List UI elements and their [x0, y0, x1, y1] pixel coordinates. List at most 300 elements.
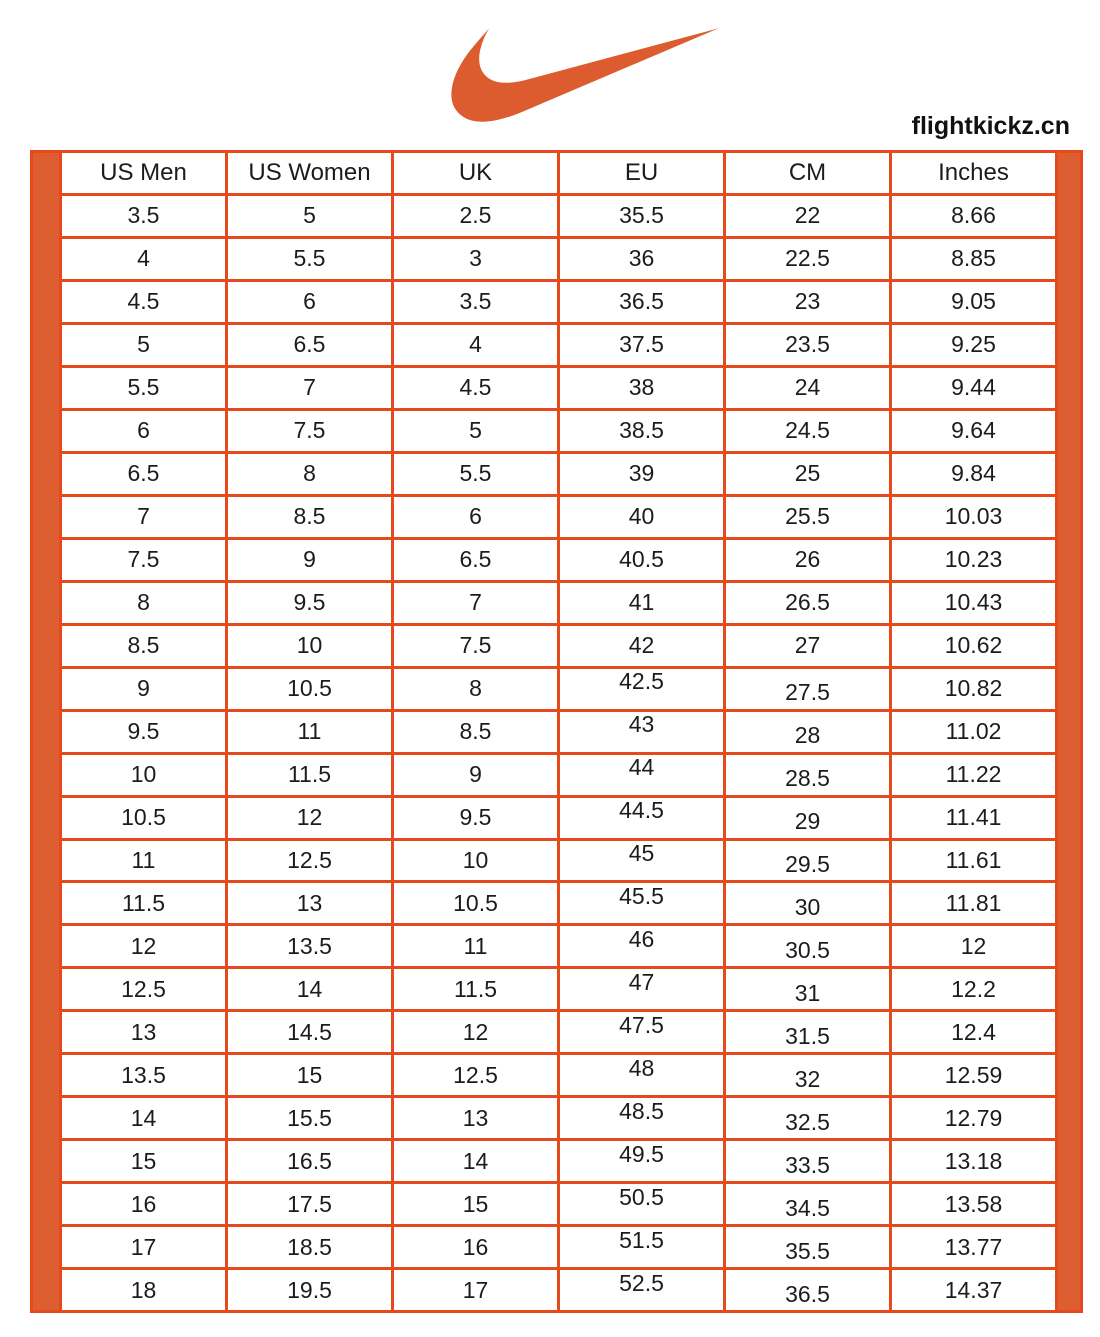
table-cell: [62, 497, 228, 537]
table-cell: [726, 798, 892, 838]
table-cell: [726, 411, 892, 451]
cell-value: 9.25: [951, 331, 996, 358]
cell-value: 3.5: [127, 202, 160, 229]
table-cell: [62, 540, 228, 580]
cell-value: 13.77: [944, 1233, 1003, 1260]
cell-value: 22: [794, 202, 821, 229]
cell-value: 10.5: [121, 804, 166, 831]
table-cell: [228, 1012, 394, 1052]
table-cell: [892, 712, 1055, 752]
cell-value: 4.5: [127, 288, 160, 315]
table-cell: [892, 669, 1055, 709]
table-cell: [560, 969, 726, 1009]
table-row: [62, 540, 1055, 583]
table-cell: [228, 926, 394, 966]
cell-value: 25.5: [785, 503, 830, 530]
cell-value: 34.5: [785, 1194, 830, 1221]
cell-value: 32: [794, 1065, 821, 1092]
cell-value: 12: [960, 932, 987, 959]
cell-value: 13.5: [287, 932, 332, 959]
table-cell: [560, 1098, 726, 1138]
table-cell: [726, 454, 892, 494]
table-cell: [394, 1141, 560, 1181]
cell-value: 41: [628, 589, 655, 616]
cell-value: 28.5: [785, 765, 830, 792]
table-cell: [394, 669, 560, 709]
cell-value: 11.5: [453, 975, 498, 1002]
cell-value: 17: [130, 1233, 157, 1260]
cell-value: 48.5: [619, 1098, 664, 1124]
cell-value: 28: [794, 722, 821, 749]
table-cell: [62, 1184, 228, 1224]
cell-value: 16.5: [287, 1147, 332, 1174]
cell-value: 14.5: [287, 1018, 332, 1045]
table-cell: [892, 1098, 1055, 1138]
cell-value: 7.5: [127, 546, 160, 573]
cell-value: 9.5: [127, 718, 160, 745]
table-cell: [62, 454, 228, 494]
cell-value: 13: [296, 889, 323, 916]
cell-value: 17.5: [287, 1190, 332, 1217]
table-cell: [892, 1227, 1055, 1267]
cell-value: 7: [303, 374, 316, 401]
table-cell: [394, 1098, 560, 1138]
table-cell: [394, 1184, 560, 1224]
table-cell: [228, 712, 394, 752]
table-cell: [62, 583, 228, 623]
cell-value: 10.62: [944, 632, 1003, 659]
cell-value: 22.5: [785, 245, 830, 272]
table-row: [62, 712, 1055, 755]
table-cell: [62, 841, 228, 881]
table-row: [62, 841, 1055, 884]
cell-value: 12.59: [944, 1061, 1003, 1088]
cell-value: 10.43: [944, 589, 1003, 616]
table-cell: [726, 883, 892, 923]
table-cell: [394, 755, 560, 795]
table-row: [62, 1141, 1055, 1184]
cell-value: 10.5: [287, 675, 332, 702]
cell-value: 24.5: [785, 417, 830, 444]
cell-value: 13.5: [121, 1061, 166, 1088]
table-cell: [228, 1270, 394, 1310]
table-cell: [892, 325, 1055, 365]
cell-value: 9.5: [459, 804, 492, 831]
cell-value: 9: [469, 761, 482, 788]
table-cell: [726, 1270, 892, 1310]
cell-value: 10: [462, 846, 489, 873]
table-cell: [892, 540, 1055, 580]
table-cell: [560, 1141, 726, 1181]
cell-value: EU: [624, 158, 659, 186]
cell-value: 52.5: [619, 1270, 664, 1296]
table-cell: [394, 883, 560, 923]
table-cell: [62, 626, 228, 666]
cell-value: 18: [130, 1276, 157, 1303]
cell-value: 11.81: [945, 889, 1002, 916]
table-cell: [560, 540, 726, 580]
cell-value: 45.5: [619, 883, 664, 909]
cell-value: 13: [130, 1018, 157, 1045]
table-cell: [560, 583, 726, 623]
cell-value: 6: [303, 288, 316, 315]
left-accent-bar: [33, 153, 62, 1310]
cell-value: 2.5: [459, 202, 492, 229]
cell-value: 35.5: [619, 202, 664, 229]
table-cell: [228, 1141, 394, 1181]
cell-value: 15.5: [287, 1104, 332, 1131]
cell-value: 18.5: [287, 1233, 332, 1260]
cell-value: 30: [794, 893, 821, 920]
cell-value: 4.5: [459, 374, 492, 401]
cell-value: 14.37: [944, 1276, 1003, 1303]
table-cell: [228, 454, 394, 494]
cell-value: 45: [628, 840, 655, 866]
table-row: [62, 926, 1055, 969]
table-cell: [726, 1012, 892, 1052]
cell-value: 10.5: [453, 889, 498, 916]
table-cell: [394, 1012, 560, 1052]
cell-value: 12: [462, 1018, 489, 1045]
cell-value: 16: [462, 1233, 489, 1260]
cell-value: 10.23: [944, 546, 1003, 573]
cell-value: 6.5: [293, 331, 326, 358]
cell-value: 8: [137, 589, 150, 616]
cell-value: 12.79: [944, 1104, 1003, 1131]
cell-value: 8.5: [459, 718, 492, 745]
cell-value: 47.5: [619, 1012, 664, 1038]
cell-value: 23: [794, 288, 821, 315]
table-cell: [228, 669, 394, 709]
table-cell: [560, 841, 726, 881]
cell-value: 8.5: [293, 503, 326, 530]
cell-value: CM: [788, 158, 827, 186]
table-cell: [228, 841, 394, 881]
table-cell: [394, 282, 560, 322]
cell-value: 38.5: [619, 417, 664, 444]
table-cell: [62, 1270, 228, 1310]
site-watermark: flightkickz.cn: [911, 112, 1070, 140]
cell-value: 7.5: [293, 417, 326, 444]
cell-value: Inches: [938, 158, 1009, 186]
table-cell: [394, 969, 560, 1009]
table-cell: [228, 1184, 394, 1224]
table-cell: [228, 196, 394, 236]
table-cell: [228, 755, 394, 795]
table-row: [62, 626, 1055, 669]
cell-value: 12: [296, 804, 323, 831]
table-cell: [892, 368, 1055, 408]
cell-value: 36.5: [619, 288, 664, 315]
table-cell: [726, 626, 892, 666]
cell-value: 10: [130, 761, 157, 788]
table-cell: [228, 1227, 394, 1267]
cell-value: 8.85: [951, 245, 996, 272]
table-row: [62, 969, 1055, 1012]
table-cell: [726, 926, 892, 966]
cell-value: 35.5: [785, 1237, 830, 1264]
cell-value: 40: [628, 503, 655, 530]
table-cell: [62, 1141, 228, 1181]
cell-value: 31.5: [785, 1022, 830, 1049]
table-cell: [892, 497, 1055, 537]
cell-value: 14: [462, 1147, 489, 1174]
table-cell: [62, 282, 228, 322]
cell-value: 31: [794, 979, 821, 1006]
table-cell: [892, 282, 1055, 322]
cell-value: 5.5: [459, 460, 492, 487]
column-header-eu: [560, 153, 726, 193]
size-chart-table: [30, 150, 1083, 1313]
table-cell: [726, 239, 892, 279]
table-row: [62, 368, 1055, 411]
cell-value: 11.22: [945, 761, 1002, 788]
table-cell: [394, 926, 560, 966]
table-row: [62, 325, 1055, 368]
cell-value: 43: [628, 711, 655, 738]
cell-value: 23.5: [785, 331, 830, 358]
table-cell: [892, 583, 1055, 623]
cell-value: 5.5: [293, 245, 326, 272]
table-cell: [892, 239, 1055, 279]
table-cell: [560, 1227, 726, 1267]
table-cell: [726, 1184, 892, 1224]
table-cell: [726, 1141, 892, 1181]
table-cell: [726, 712, 892, 752]
cell-value: UK: [458, 158, 493, 186]
table-row: [62, 1270, 1055, 1310]
table-cell: [62, 669, 228, 709]
table-cell: [394, 1227, 560, 1267]
cell-value: 29.5: [785, 850, 830, 877]
header-row: [62, 153, 1055, 196]
table-cell: [560, 883, 726, 923]
cell-value: 12.5: [287, 846, 332, 873]
cell-value: 5.5: [127, 374, 160, 401]
table-cell: [560, 1055, 726, 1095]
table-cell: [560, 1270, 726, 1310]
cell-value: 9.5: [293, 589, 326, 616]
table-cell: [892, 755, 1055, 795]
cell-value: 26: [794, 546, 821, 573]
right-accent-bar: [1055, 153, 1080, 1310]
table-row: [62, 883, 1055, 926]
cell-value: 12: [130, 932, 157, 959]
table-cell: [228, 1098, 394, 1138]
table-row: [62, 669, 1055, 712]
cell-value: 48: [628, 1055, 655, 1081]
cell-value: 7.5: [459, 632, 492, 659]
cell-value: 4: [469, 331, 482, 358]
table-cell: [394, 798, 560, 838]
column-header-inches: [892, 153, 1055, 193]
table-cell: [62, 196, 228, 236]
cell-value: 8.5: [127, 632, 160, 659]
cell-value: 15: [462, 1190, 489, 1217]
table-row: [62, 196, 1055, 239]
cell-value: 9.05: [951, 288, 996, 315]
table-row: [62, 497, 1055, 540]
cell-value: 40.5: [619, 546, 664, 573]
table-cell: [62, 411, 228, 451]
cell-value: 27.5: [785, 679, 830, 706]
table-cell: [892, 626, 1055, 666]
table-cell: [726, 325, 892, 365]
table-cell: [62, 926, 228, 966]
table-cell: [394, 454, 560, 494]
table-cell: [394, 1055, 560, 1095]
table-cell: [726, 669, 892, 709]
cell-value: 10: [296, 632, 323, 659]
table-cell: [394, 712, 560, 752]
table-cell: [560, 712, 726, 752]
table-cell: [560, 325, 726, 365]
table-row: [62, 1055, 1055, 1098]
cell-value: 26.5: [785, 589, 830, 616]
cell-value: 6: [469, 503, 482, 530]
cell-value: 14: [296, 975, 323, 1002]
cell-value: 49.5: [619, 1141, 664, 1167]
table-cell: [726, 196, 892, 236]
cell-value: 10.03: [944, 503, 1003, 530]
cell-value: 38: [628, 374, 655, 401]
table-cell: [394, 411, 560, 451]
table-cell: [394, 239, 560, 279]
table-cell: [892, 798, 1055, 838]
cell-value: 50.5: [619, 1184, 664, 1210]
cell-value: 44.5: [619, 797, 664, 824]
cell-value: 17: [462, 1276, 489, 1303]
cell-value: 36.5: [785, 1280, 830, 1307]
table-cell: [560, 454, 726, 494]
table-cell: [560, 926, 726, 966]
cell-value: 47: [628, 969, 655, 995]
table-row: [62, 282, 1055, 325]
table-row: [62, 1098, 1055, 1141]
table-row: [62, 454, 1055, 497]
cell-value: 9.44: [951, 374, 996, 401]
cell-value: 25: [794, 460, 821, 487]
cell-value: 37.5: [619, 331, 664, 358]
cell-value: 6.5: [459, 546, 492, 573]
table-cell: [892, 1055, 1055, 1095]
table-cell: [560, 282, 726, 322]
table-cell: [228, 239, 394, 279]
table-cell: [892, 926, 1055, 966]
table-cell: [726, 282, 892, 322]
table-cell: [228, 1055, 394, 1095]
table-cell: [560, 239, 726, 279]
cell-value: 46: [628, 926, 655, 952]
table-cell: [62, 755, 228, 795]
cell-value: 15: [296, 1061, 323, 1088]
table-cell: [726, 540, 892, 580]
table-cell: [394, 497, 560, 537]
table-cell: [394, 368, 560, 408]
cell-value: 11.61: [945, 846, 1002, 873]
table-cell: [726, 368, 892, 408]
table-cell: [62, 798, 228, 838]
table-cell: [560, 368, 726, 408]
table-row: [62, 1227, 1055, 1270]
table-cell: [62, 1055, 228, 1095]
table-cell: [560, 411, 726, 451]
table-cell: [726, 583, 892, 623]
table-row: [62, 411, 1055, 454]
cell-value: US Men: [100, 158, 187, 186]
cell-value: 12.2: [951, 975, 996, 1002]
cell-value: 9.64: [951, 417, 996, 444]
table-cell: [560, 497, 726, 537]
table-cell: [892, 411, 1055, 451]
cell-value: 13: [462, 1104, 489, 1131]
cell-value: 11: [463, 932, 488, 959]
table-cell: [394, 583, 560, 623]
table-row: [62, 798, 1055, 841]
table-cell: [62, 368, 228, 408]
cell-value: 14: [130, 1104, 157, 1131]
cell-value: 39: [628, 460, 655, 487]
cell-value: 27: [794, 632, 821, 659]
cell-value: 42.5: [619, 668, 664, 695]
table-row: [62, 1184, 1055, 1227]
table-cell: [560, 755, 726, 795]
column-header-us-women: [228, 153, 394, 193]
table-cell: [560, 1184, 726, 1224]
table-cell: [892, 1012, 1055, 1052]
cell-value: 32.5: [785, 1108, 830, 1135]
table-cell: [892, 1270, 1055, 1310]
table-cell: [892, 969, 1055, 1009]
cell-value: 13.18: [944, 1147, 1003, 1174]
column-header-uk: [394, 153, 560, 193]
table-cell: [228, 583, 394, 623]
cell-value: 4: [137, 245, 150, 272]
cell-value: 11.5: [287, 761, 332, 788]
table-cell: [726, 841, 892, 881]
table-cell: [62, 1227, 228, 1267]
cell-value: 8: [303, 460, 316, 487]
cell-value: 11.02: [945, 718, 1002, 745]
cell-value: 29: [794, 808, 821, 835]
table-cell: [228, 411, 394, 451]
table-cell: [560, 626, 726, 666]
cell-value: 7: [469, 589, 482, 616]
cell-value: 15: [130, 1147, 157, 1174]
cell-value: 33.5: [785, 1151, 830, 1178]
cell-value: 36: [628, 245, 655, 272]
table-cell: [62, 1012, 228, 1052]
cell-value: 9: [137, 675, 150, 702]
cell-value: 11.41: [945, 804, 1002, 831]
table-cell: [228, 497, 394, 537]
column-header-cm: [726, 153, 892, 193]
cell-value: 19.5: [287, 1276, 332, 1303]
table-row: [62, 583, 1055, 626]
table-cell: [62, 239, 228, 279]
column-header-us-men: [62, 153, 228, 193]
cell-value: 5: [469, 417, 482, 444]
table-cell: [394, 1270, 560, 1310]
table-cell: [560, 196, 726, 236]
table-row: [62, 239, 1055, 282]
size-chart-grid: [62, 153, 1055, 1310]
table-cell: [726, 1098, 892, 1138]
table-cell: [726, 497, 892, 537]
cell-value: 10.82: [944, 675, 1003, 702]
table-cell: [62, 325, 228, 365]
cell-value: 12.4: [951, 1018, 996, 1045]
